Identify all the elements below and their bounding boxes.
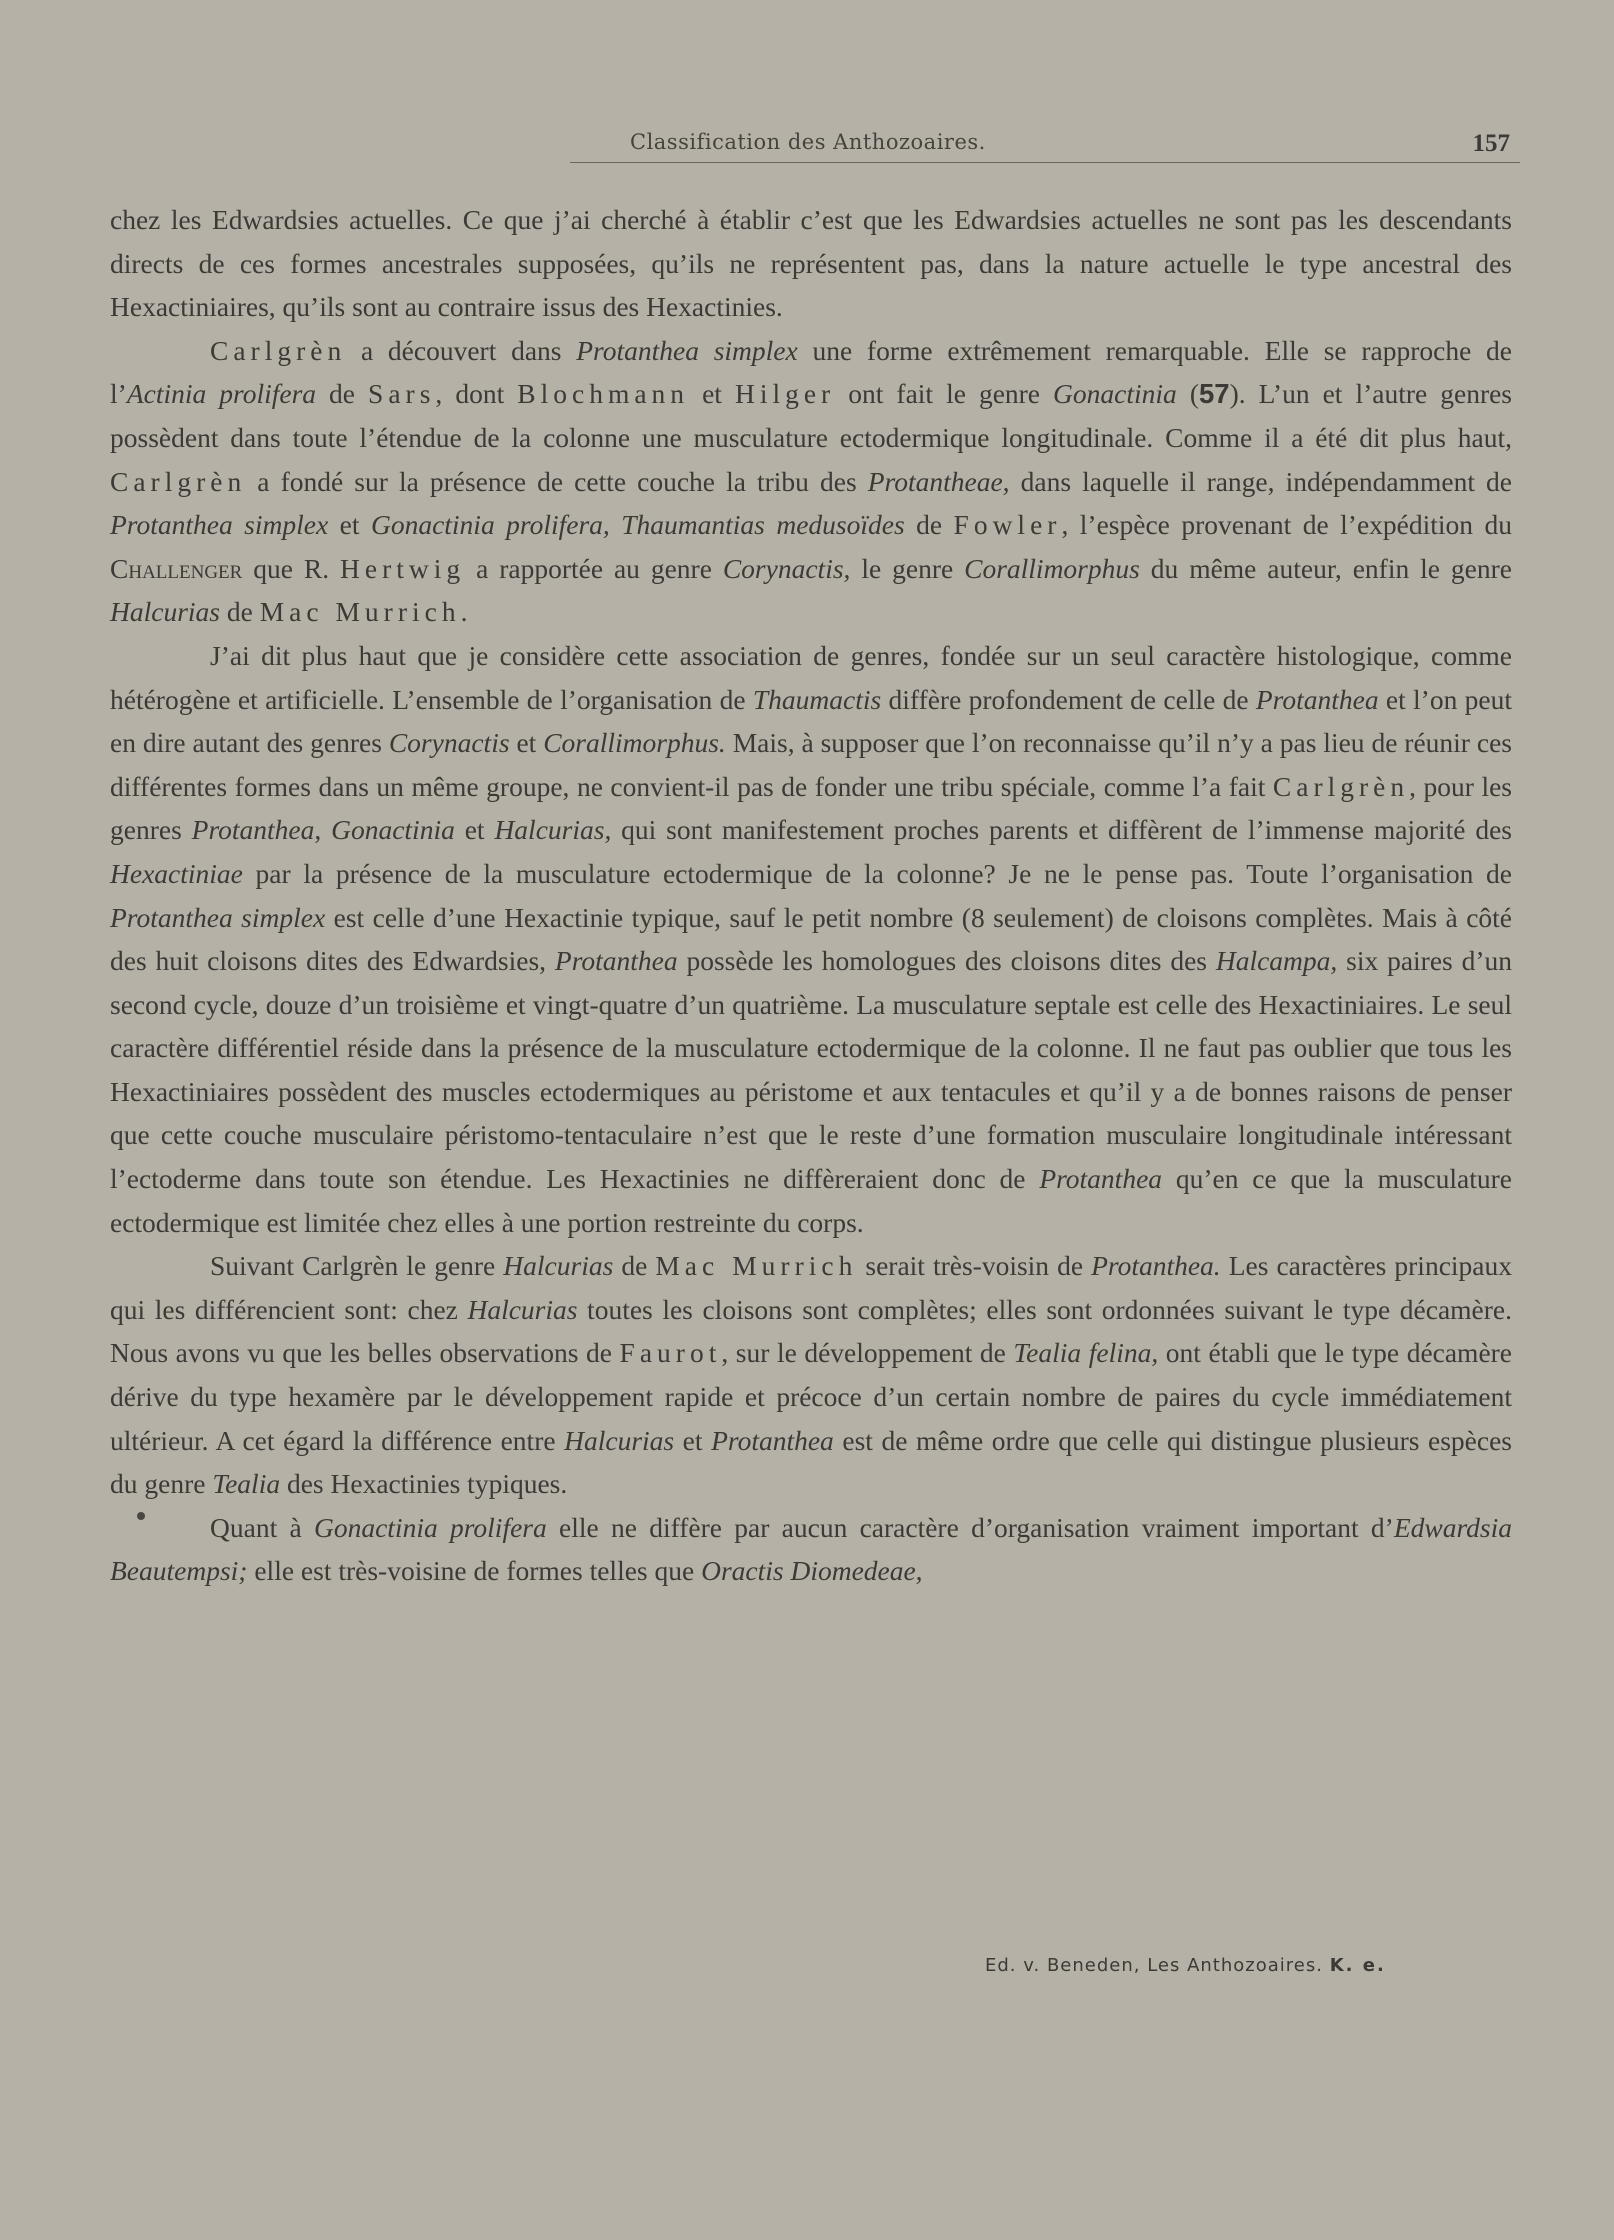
text-run: et <box>674 1424 712 1456</box>
text-run: six paires d’un second cycle, douze d’un troisième et vingt-quatre d’un quatrième. La musculature septale est celle des Hexactiniaires. Le seul caractère différentiel réside dans la présence de la musculature ectodermique de la colonne. Il ne faut pas oublier que tous les Hexactiniaires possèdent des muscles ectodermiques au péristome et aux tentacules et qu’il y a de bonnes raisons de penser que cette couche musculaire péristomo-tentaculaire n’est que le reste d’une formation musculaire longitudinale intéressant l’ectoderme dans toute son étendue. Les Hexactinies ne diffèreraient donc de <box>110 945 1512 1195</box>
text-run: Mais, à supposer que l’on reconnaisse qu’il n’y a pas lieu de réunir ces différentes formes dans un même groupe, ne convient-il pas de fonder une tribu spéciale, comme l’a fait <box>110 727 1512 802</box>
signature-mark: K. e. <box>1329 1955 1386 1976</box>
italic-term: Protanthea simplex <box>576 334 798 366</box>
author-name: Blochmann <box>517 378 690 410</box>
italic-term: Protantheae, <box>867 465 1010 497</box>
paragraph <box>110 329 1512 634</box>
text-run: , sur le développement de <box>721 1337 1014 1369</box>
italic-term: Tealia felina, <box>1013 1337 1159 1369</box>
body-text <box>110 198 1512 1593</box>
author-name: Sars <box>368 378 436 410</box>
text-run: du même auteur, enfin le genre <box>1139 552 1512 584</box>
italic-term: Protanthea <box>1255 683 1379 715</box>
text-run: et <box>328 509 371 541</box>
text-run: et <box>454 814 495 846</box>
text-run: ont fait le genre <box>835 378 1054 410</box>
text-run: dans laquelle il range, indépendamment de <box>1009 465 1513 497</box>
paragraph <box>110 198 1512 329</box>
italic-term: Gonactinia prolifera <box>313 1511 547 1543</box>
italic-term: Protanthea <box>1039 1163 1163 1195</box>
text-run: possède les homologues des cloisons dites des <box>677 945 1216 977</box>
author-name: Hilger <box>734 378 836 410</box>
text-run: serait très-voisin de <box>857 1250 1092 1282</box>
text-run: a découvert dans <box>346 334 577 366</box>
text-run: de <box>220 596 260 628</box>
author-name: Mac Murrich <box>259 596 461 628</box>
text-run: est de même ordre que celle qui distingue plusieurs espèces du genre <box>110 1424 1512 1500</box>
expedition-name: Challenger <box>110 552 243 584</box>
text-run: une forme extrêmement remarquable. Elle se rapproche de l’ <box>110 334 1512 410</box>
text-run: diffère profondement de celle de <box>881 683 1256 715</box>
text-run: a fondé sur la présence de cette couche la tribu des <box>246 465 868 497</box>
text-run: , dont <box>435 378 518 410</box>
text-run: , pour les genres <box>110 770 1512 846</box>
italic-term: Protanthea, Gonactinia <box>191 814 455 846</box>
author-name: Mac Murrich <box>655 1250 858 1282</box>
page-number: 157 <box>1472 130 1510 157</box>
author-name: Fowler <box>953 509 1062 541</box>
signature-text: Ed. v. Beneden, Les Anthozoaires. <box>985 1955 1323 1976</box>
text-run: des Hexactinies typiques. <box>280 1468 568 1500</box>
text-run: ( <box>1176 378 1199 410</box>
text-run: toutes les cloisons sont complètes; elles sont ordonnées suivant le type décamère. Nous avons vu que les belles observations de <box>110 1293 1512 1369</box>
italic-term: Protanthea <box>554 945 678 977</box>
text-run: Les caractères principaux qui les différencient sont: chez <box>110 1250 1512 1325</box>
italic-term: Tealia <box>212 1468 281 1500</box>
text-run: Suivant Carlgrèn le genre <box>210 1250 504 1282</box>
text-run: par la présence de la musculature ectodermique de la colonne? Je ne le pense pas. Toute l’organisation de <box>242 857 1512 889</box>
text-run: et l’on peut en dire autant des genres <box>110 683 1512 759</box>
italic-term: Gonactinia prolifera, Thaumantias medusoïdes <box>370 509 905 541</box>
italic-term: Corallimorphus <box>964 552 1140 584</box>
italic-term: Protanthea simplex <box>110 509 329 541</box>
author-name: Carlgrèn <box>1272 770 1410 802</box>
text-run: et <box>509 727 544 759</box>
text-run: de <box>613 1250 656 1282</box>
author-name: Hertwig <box>340 552 466 584</box>
text-run: Quant à <box>210 1511 314 1543</box>
italic-term: Oractis Diomedeae, <box>701 1555 923 1587</box>
text-run: elle ne diffère par aucun caractère d’organisation vraiment important d’ <box>546 1511 1394 1543</box>
author-name: Carlgrèn <box>210 334 347 366</box>
text-run: qui sont manifestement proches parents et diffèrent de l’immense majorité des <box>611 814 1512 846</box>
text-run: de <box>904 509 954 541</box>
running-header <box>110 130 1510 170</box>
author-name: Carlgrèn <box>110 465 247 497</box>
italic-term: Halcurias, <box>494 814 612 846</box>
text-run: , l’espèce provenant de l’expédition du <box>1061 509 1512 541</box>
italic-term: Halcurias <box>110 596 220 628</box>
text-run: le genre <box>850 552 965 584</box>
text-run: et <box>689 378 735 410</box>
text-run: est celle d’une Hexactinie typique, sauf le petit nombre (8 seulement) de cloisons complètes. Mais à côté des huit cloisons dites des Edwardsies, <box>110 901 1512 977</box>
italic-term: Halcampa, <box>1215 945 1338 977</box>
italic-term: Halcurias <box>564 1424 675 1456</box>
author-name: Faurot <box>619 1337 722 1369</box>
italic-term: Protanthea <box>711 1424 834 1456</box>
italic-term: Hexactiniae <box>110 857 243 889</box>
text-run: . <box>460 596 468 628</box>
header-title: Classification des Anthozoaires. <box>630 130 986 154</box>
italic-term: Protanthea simplex <box>110 901 326 933</box>
reference-number: 57 <box>1198 378 1230 410</box>
text-run: ont établi que le type décamère dérive du type hexamère par le développement rapide et précoce d’un certain nombre de paires du cycle immédiatement ultérieur. A cet égard la différence entre <box>110 1337 1513 1456</box>
italic-term: Halcurias <box>467 1293 578 1325</box>
italic-term: Thaumactis <box>752 683 882 715</box>
italic-term: Gonactinia <box>1053 378 1177 410</box>
text-run: qu’en ce que la musculature ectodermique est limitée chez elles à une portion restreinte du corps. <box>110 1163 1512 1238</box>
text-run: elle est très-voisine de formes telles que <box>247 1555 702 1587</box>
signature-line <box>985 1955 1386 1976</box>
italic-term: Halcurias <box>503 1250 614 1282</box>
margin-dot <box>137 1512 145 1520</box>
text-run: de <box>316 378 369 410</box>
header-rule <box>570 162 1520 163</box>
italic-term: Corynactis, <box>722 552 851 584</box>
paragraph <box>110 1244 1512 1506</box>
paragraph <box>110 634 1512 1244</box>
text-run: a rapportée au genre <box>465 552 723 584</box>
italic-term: Actinia prolifera <box>126 378 317 410</box>
italic-term: Corynactis <box>388 727 510 759</box>
text-run: ). L’un et l’autre genres possèdent dans toute l’étendue de la colonne une musculature ectodermique longitudinale. Comme il a été dit plus haut, <box>110 378 1513 453</box>
italic-term: Corallimorphus. <box>543 727 726 759</box>
italic-term: Protanthea. <box>1091 1250 1221 1282</box>
italic-term: Edwardsia Beautempsi; <box>110 1511 1512 1587</box>
text-run: J’ai dit plus haut que je considère cette association de genres, fondée sur un seul caractère histologique, comme hétérogène et artificielle. L’ensemble de l’organisation de <box>110 639 1512 715</box>
text-run: que R. <box>242 552 341 584</box>
text-run: chez les Edwardsies actuelles. Ce que j’ai cherché à établir c’est que les Edwardsies actuelles ne sont pas les descendants directs de ces formes ancestrales supposées, qu’ils ne représentent pas, dans la nature actuelle le type ancestral des Hexactiniaires, qu’ils sont au contraire issus des Hexactinies. <box>110 204 1512 323</box>
paragraph <box>110 1506 1512 1593</box>
